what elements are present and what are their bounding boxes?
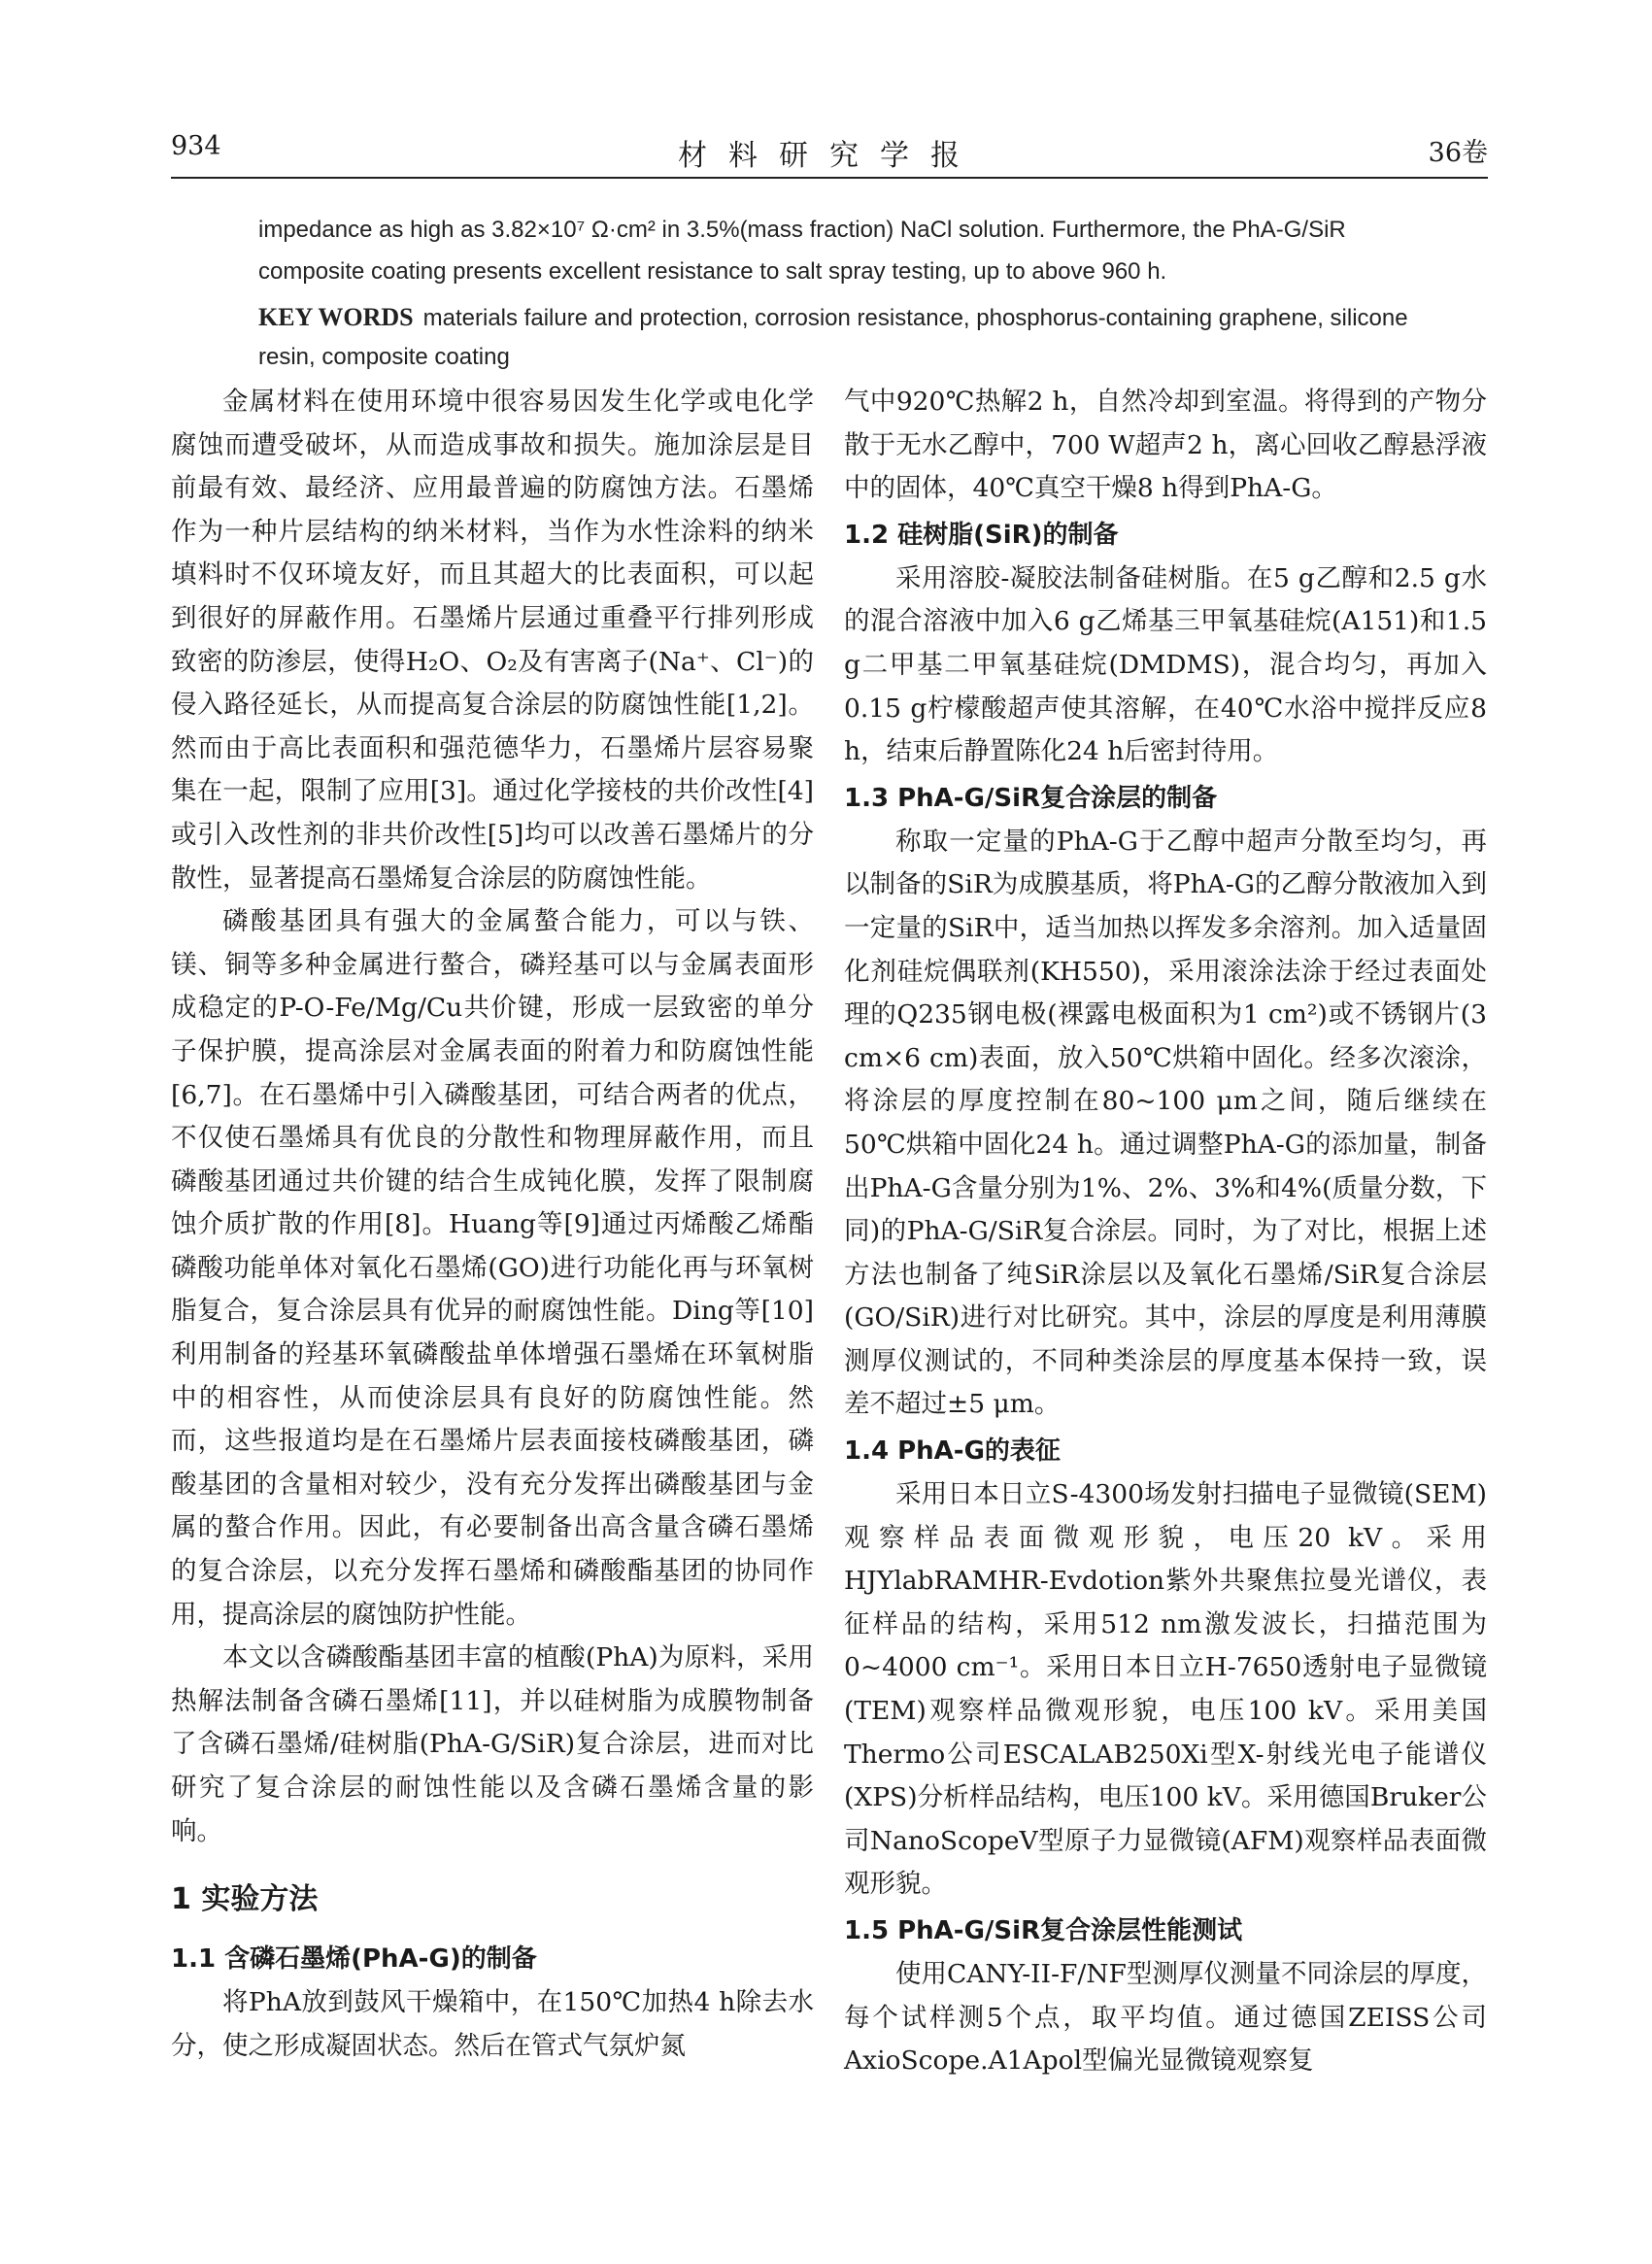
page-number: 934 xyxy=(171,131,221,161)
section-1-1-continuation: 气中920℃热解2 h，自然冷却到室温。将得到的产物分散于无水乙醇中，700 W超声2 h，离心回收乙醇悬浮液中的固体，40℃真空干燥8 h得到PhA-G。 xyxy=(844,387,1487,504)
section-1-5-heading: 1.5 PhA-G/SiR复合涂层性能测试 xyxy=(844,1916,1243,1945)
journal-title: 材料研究学报 xyxy=(678,139,981,173)
section-1-heading: 1 实验方法 xyxy=(171,1882,319,1917)
volume-label: 36卷 xyxy=(1428,138,1488,168)
section-1-1-heading: 1.1 含磷石墨烯(PhA-G)的制备 xyxy=(171,1944,537,1975)
intro-paragraph-1: 金属材料在使用环境中很容易因发生化学或电化学腐蚀而遭受破坏，从而造成事故和损失。施加涂层是目前最有效、最经济、应用最普遍的防腐蚀方法。石墨烯作为一种片层结构的纳米材料，当作为水性涂料的纳米填料时不仅环境友好，而且其超大的比表面积，可以起到很好的屏蔽作用。石墨烯片层通过重叠平行排列形成致密的防渗层，使得H₂O、O₂及有害离子(Na⁺、Cl⁻)的侵入路径延长，从而提高复合涂层的防腐蚀性能[1,2]。然而由于高比表面积和强范德华力，石墨烯片层容易聚集在一起，限制了应用[3]。通过化学接枝的共价改性[4]或引入改性剂的非共价改性[5]均可以改善石墨烯片的分散性，显著提高石墨烯复合涂层的防腐蚀性能。 xyxy=(171,387,814,894)
section-1-2-heading: 1.2 硅树脂(SiR)的制备 xyxy=(844,520,1119,550)
intro-paragraph-3: 本文以含磷酸酯基团丰富的植酸(PhA)为原料，采用热解法制备含磷石墨烯[11]，并以硅树脂为成膜物制备了含磷石墨烯/硅树脂(PhA-G/SiR)复合涂层，进而对比研究了复合涂层的耐蚀性能以及含磷石墨烯含量的影响。 xyxy=(171,1642,814,1846)
keywords-label: KEY WORDS xyxy=(258,303,414,331)
left-column xyxy=(171,381,814,2068)
keywords-text: materials failure and protection, corrosion resistance, phosphorus-containing graphene, silicone resin, composite coating xyxy=(258,305,1408,370)
section-1-3-heading: 1.3 PhA-G/SiR复合涂层的制备 xyxy=(844,783,1218,813)
abstract-block xyxy=(258,209,1424,377)
page-header xyxy=(171,131,1488,173)
keywords xyxy=(258,298,1424,377)
section-1-1-text: 将PhA放到鼓风干燥箱中，在150℃加热4 h除去水分，使之形成凝固状态。然后在管式气氛炉氮 xyxy=(171,1987,814,2061)
section-1-4-heading: 1.4 PhA-G的表征 xyxy=(844,1436,1061,1467)
section-1-3-text: 称取一定量的PhA-G于乙醇中超声分散至均匀，再以制备的SiR为成膜基质，将PhA-G的乙醇分散液加入到一定量的SiR中，适当加热以挥发多余溶剂。加入适量固化剂硅烷偶联剂(KH550)，采用滚涂法涂于经过表面处理的Q235钢电极(裸露电极面积为1 cm²)或不锈钢片(3 cm×6 cm)表面，放入50℃烘箱中固化。经多次滚涂，将涂层的厚度控制在80~100 μm之间，随后继续在50℃烘箱中固化24 h。通过调整PhA-G的添加量，制备出PhA-G含量分别为1%、2%、3%和4%(质量分数，下同)的PhA-G/SiR复合涂层。同时，为了对比，根据上述方法也制备了纯SiR涂层以及氧化石墨烯/SiR复合涂层(GO/SiR)进行对比研究。其中，涂层的厚度是利用薄膜测厚仪测试的，不同种类涂层的厚度基本保持一致，误差不超过±5 μm。 xyxy=(844,826,1487,1420)
section-1-4-text: 采用日本日立S-4300场发射扫描电子显微镜(SEM)观察样品表面微观形貌，电压20 kV。采用HJYlabRAMHR-Evdotion紫外共聚焦拉曼光谱仪，表征样品的结构，采用512 nm激发波长，扫描范围为0~4000 cm⁻¹。采用日本日立H-7650透射电子显微镜(TEM)观察样品微观形貌，电压100 kV。采用美国Thermo公司ESCALAB250Xi型X-射线光电子能谱仪(XPS)分析样品结构，电压100 kV。采用德国Bruker公司NanoScopeV型原子力显微镜(AFM)观察样品表面微观形貌。 xyxy=(844,1479,1487,1900)
intro-paragraph-2: 磷酸基团具有强大的金属螯合能力，可以与铁、镁、铜等多种金属进行螯合，磷羟基可以与金属表面形成稳定的P-O-Fe/Mg/Cu共价键，形成一层致密的单分子保护膜，提高涂层对金属表面的附着力和防腐蚀性能[6,7]。在石墨烯中引入磷酸基团，可结合两者的优点，不仅使石墨烯具有优良的分散性和物理屏蔽作用，而且磷酸基团通过共价键的结合生成钝化膜，发挥了限制腐蚀介质扩散的作用[8]。Huang等[9]通过丙烯酸乙烯酯磷酸功能单体对氧化石墨烯(GO)进行功能化再与环氧树脂复合，复合涂层具有优异的耐腐蚀性能。Ding等[10]利用制备的羟基环氧磷酸盐单体增强石墨烯在环氧树脂中的相容性，从而使涂层具有良好的防腐蚀性能。然而，这些报道均是在石墨烯片层表面接枝磷酸基团，磷酸基团的含量相对较少，没有充分发挥出磷酸基团与金属的螯合作用。因此，有必要制备出高含量含磷石墨烯的复合涂层，以充分发挥石墨烯和磷酸酯基团的协同作用，提高涂层的腐蚀防护性能。 xyxy=(171,906,814,1630)
section-1-5-text: 使用CANY-II-F/NF型测厚仪测量不同涂层的厚度，每个试样测5个点，取平均值。通过德国ZEISS公司AxioScope.A1Apol型偏光显微镜观察复 xyxy=(844,1959,1487,2077)
header-rule xyxy=(171,177,1488,179)
section-1-2-text: 采用溶胶-凝胶法制备硅树脂。在5 g乙醇和2.5 g水的混合溶液中加入6 g乙烯基三甲氧基硅烷(A151)和1.5 g二甲基二甲氧基硅烷(DMDMS)，混合均匀，再加入0.15 g柠檬酸超声使其溶解，在40℃水浴中搅拌反应8 h，结束后静置陈化24 h后密封待用。 xyxy=(844,562,1487,767)
abstract-continuation: impedance as high as 3.82×10⁷ Ω·cm² in 3.5%(mass fraction) NaCl solution. Furthermore, the PhA-G/SiR composite coating presents excellent resistance to salt spray testing, up to above 960 h. xyxy=(258,217,1346,285)
right-column xyxy=(844,381,1487,2083)
